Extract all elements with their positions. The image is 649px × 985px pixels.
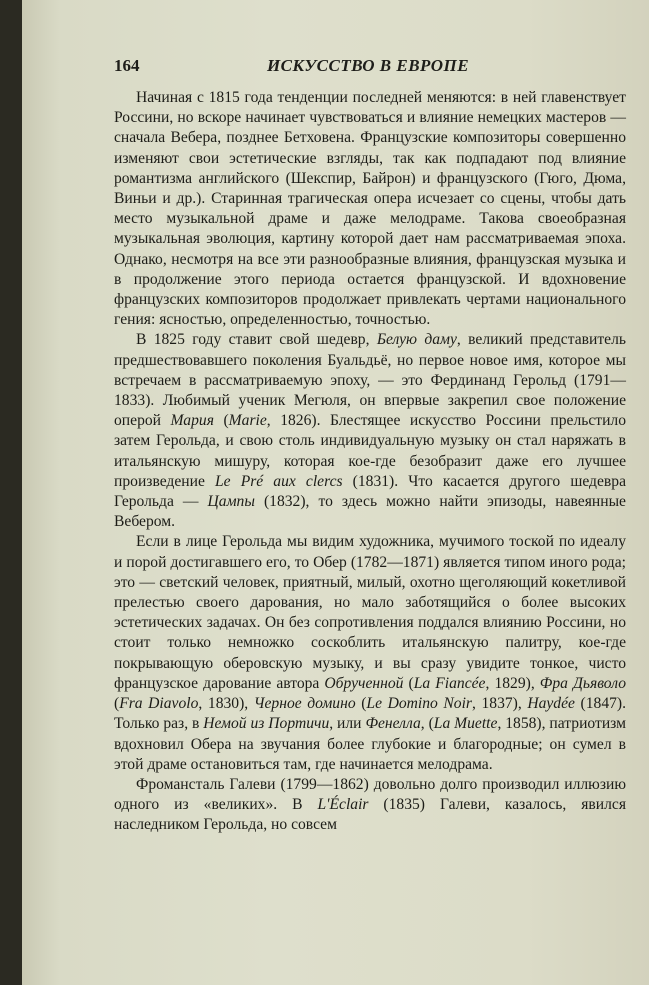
page-header <box>114 56 622 78</box>
italic-title-text: Белую даму <box>376 331 457 349</box>
italic-title-text: Haydée <box>527 695 575 713</box>
italic-title-text: Немой из Портичи <box>203 715 330 733</box>
italic-title-text: Fra Diavolo <box>119 695 199 713</box>
paragraph-text: ( <box>213 412 229 430</box>
italic-title-text: Обрученной <box>324 674 404 692</box>
paragraph-text: В 1825 году ставит свой шедевр, <box>136 331 377 349</box>
paragraph-text: , или <box>329 715 366 733</box>
paragraph-text: ( <box>355 695 367 713</box>
paragraph-text: Фромансталь Галеви (1799—1862) довольно долго производил иллюзию одного из «великих». В <box>114 775 626 814</box>
book-page <box>22 0 649 985</box>
paragraph-text: ( <box>403 674 414 692</box>
paragraph-text: , 1826). Блестящее искусство Россини прельстило затем Герольда, и свою столь индивидуальную музыку он стал наряжать в итальянскую мишуру, которая кое-где безобразит даже его лучшее произведение <box>114 412 627 490</box>
paragraph <box>114 330 626 532</box>
italic-title-text: Фенелла <box>365 715 421 733</box>
paragraph-text: Если в лице Герольда мы видим художника, мучимого тоской по идеалу и порой достигавшего его, то Обер (1782—1871) является типом иного рода; это — светский человек, приятный, милый, охотно щеголяющий кокетливой прелестью своего дарования, но мало заботящийся о более высоких эстетических задачах. Он без сопротивления поддался влиянию Россини, но стоит только немножко соскоблить итальянскую палитру, кое-где покрывающую оберовскую музыку, и вы сразу увидите тонкое, чисто французское дарование автора <box>114 533 626 692</box>
paragraph-text: (1831). Что касается другого шедевра Герольда — <box>114 472 626 511</box>
italic-title-text: La Muette <box>433 715 498 733</box>
paragraph-text: , 1858), патриотизм вдохновил Обера на звучания более глубокие и благородные; он сумел в этой драме остановиться там, где начинается мелодрама. <box>114 715 626 773</box>
paragraph-text: Начиная с 1815 года тенденции последней меняются: в ней главенствует Россини, но вскоре начинает чувствоваться и влияние немецких мастеров — сначала Вебера, позднее Бетховена. Французские композиторы совершенно изменяют свои эстетические взгляды, так как подпадают под влияние романтизма английского (Шекспир, Байрон) и французского (Гюго, Дюма, Виньи и др.). Старинная трагическая опера исчезает со сцены, чтобы дать место музыкальной драме и даже мелодраме. Такова своеобразная музыкальная эволюция, картину которой дает нам рассматриваемая эпоха. Однако, несмотря на все эти разнообразные влияния, французская музыка и в продолжение этого периода остается французской. И вдохновение французских композиторов продолжает привлекать чертами национального гения: ясностью, определенностью, точностью. <box>114 89 626 329</box>
paragraph-text: , 1837), <box>472 695 528 713</box>
italic-title-text: Мария <box>170 412 214 430</box>
paragraph-text: , великий представитель предшествовавшего поколения Буальдьё, но первое новое имя, которое мы встречаем в рассматриваемую эпоху, — это Фердинанд Герольд (1791—1833). Любимый ученик Мегюля, он впервые закрепил свое положение оперой <box>114 331 626 430</box>
page-number: 164 <box>114 56 140 75</box>
paragraph <box>114 775 626 836</box>
italic-title-text: Цампы <box>207 493 255 511</box>
paragraph-text: , 1830), <box>198 695 254 713</box>
paragraph <box>114 88 626 330</box>
italic-title-text: L'Éclair <box>317 796 369 814</box>
italic-title-text: Черное домино <box>253 695 356 713</box>
paragraph-text: (1847). Только раз, в <box>114 695 626 733</box>
italic-title-text: La Fiancée <box>413 674 486 692</box>
paragraph-text: , ( <box>420 715 434 733</box>
paragraph-text: (1835) Галеви, казалось, явился наследником Герольда, но совсем <box>114 796 626 834</box>
italic-title-text: Фра Дьяволо <box>539 674 626 692</box>
italic-title-text: Le Pré aux clercs <box>215 472 343 490</box>
italic-title-text: Marie <box>228 412 267 430</box>
paragraph-text: , 1829), <box>485 674 540 692</box>
italic-title-text: Le Domino Noir <box>366 695 472 713</box>
paragraph <box>114 532 626 774</box>
paragraph-text: (1832), то здесь можно найти эпизоды, навеянные Вебером. <box>114 493 626 531</box>
body-text <box>114 88 626 836</box>
paragraph-text: ( <box>114 695 120 713</box>
running-title: ИСКУССТВО В ЕВРОПЕ <box>266 56 470 75</box>
